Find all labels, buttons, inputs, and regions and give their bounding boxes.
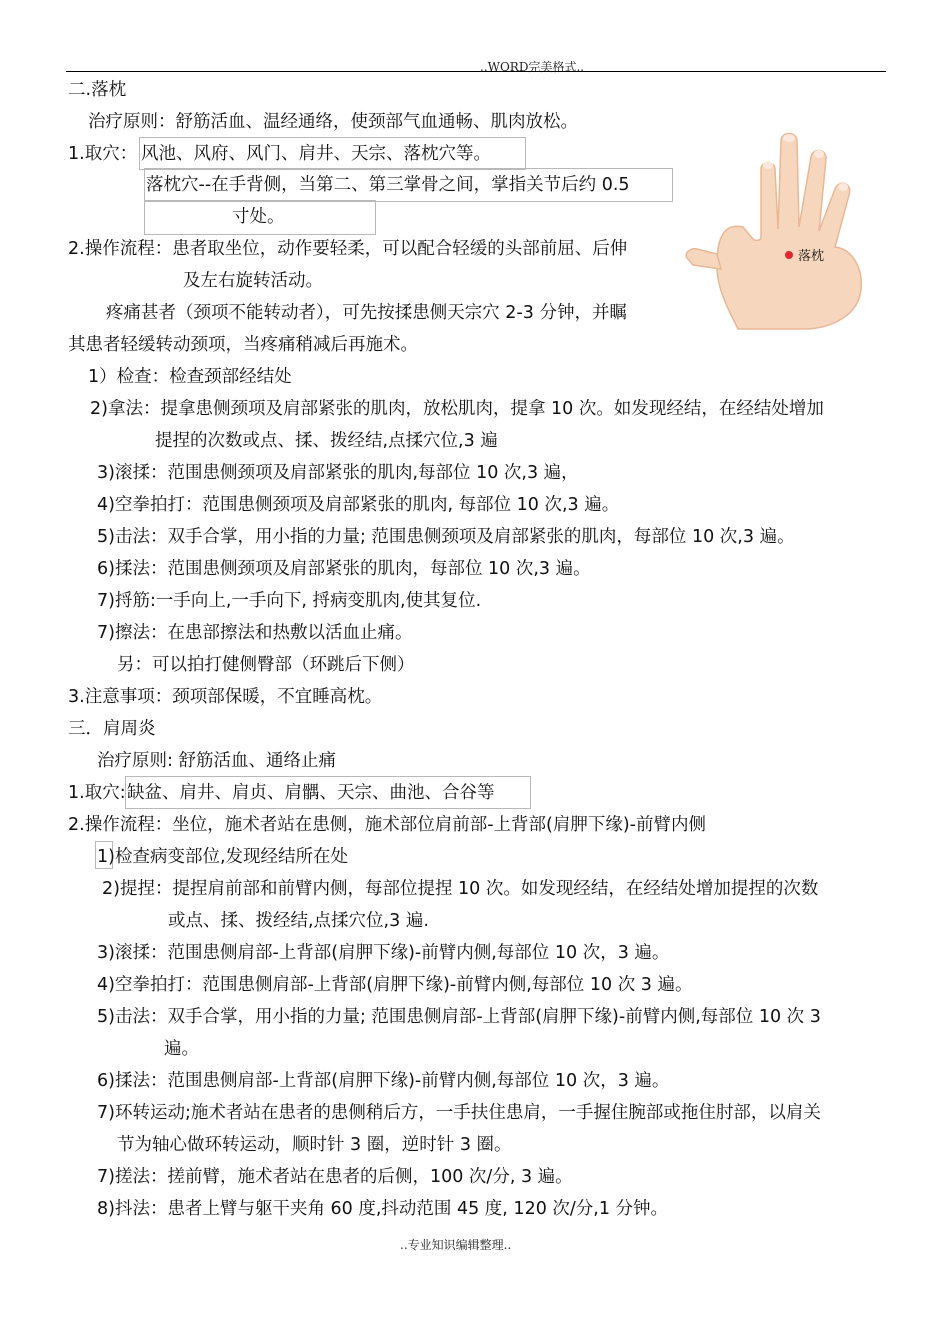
step-grasp: 2)拿法：提拿患侧颈项及肩部紧张的肌肉，放松肌肉，提拿 10 次。如发现经结，在经结处增加 bbox=[90, 399, 824, 419]
shoulder-step-1-num: 1) bbox=[97, 847, 115, 867]
step-tendon: 7)捋筋:一手向上,一手向下, 捋病变肌肉,使其复位. bbox=[97, 591, 482, 611]
shoulder-step-pat: 4)空拳拍打：范围患侧肩部-上背部(肩胛下缘)-前臂内侧,每部位 10 次 3 遍。 bbox=[97, 975, 693, 995]
section-title-shoulder: 三．肩周炎 bbox=[68, 719, 156, 739]
page-header: ..WORD完美格式.. bbox=[480, 60, 585, 74]
luozhen-point-desc-2: 寸处。 bbox=[232, 207, 285, 227]
shoulder-step-rub: 7)搓法：搓前臂，施术者站在患者的后侧，100 次/分, 3 遍。 bbox=[97, 1167, 573, 1187]
section-title-luozhen: 二.落枕 bbox=[68, 80, 127, 100]
shoulder-step-roll: 3)滚揉：范围患侧肩部-上背部(肩胛下缘)-前臂内侧,每部位 10 次，3 遍。 bbox=[97, 943, 670, 963]
step-knead: 6)揉法：范围患侧颈项及肩部紧张的肌肉，每部位 10 次,3 遍。 bbox=[97, 559, 591, 579]
step-rub: 7)擦法：在患部擦法和热敷以活血止痛。 bbox=[97, 623, 413, 643]
acupoint-list: 风池、风府、风门、肩井、天宗、落枕穴等。 bbox=[141, 144, 491, 164]
step-pat: 4)空拳拍打：范围患侧颈项及肩部紧张的肌肉, 每部位 10 次,3 遍。 bbox=[97, 495, 620, 515]
shoulder-acupoint-label: 1.取穴: bbox=[68, 783, 126, 803]
acupoint-label: 1.取穴： bbox=[68, 144, 138, 164]
page-footer: ..专业知识编辑整理.. bbox=[400, 1238, 512, 1252]
precautions: 3.注意事项：颈项部保暖，不宜睡高枕。 bbox=[68, 687, 383, 707]
shoulder-step-strike: 5)击法：双手合掌，用小指的力量; 范围患侧肩部-上背部(肩胛下缘)-前臂内侧,每部位 10 次 3 bbox=[97, 1007, 821, 1027]
shoulder-acupoint-list: 缺盆、肩井、肩贞、肩髃、天宗、曲池、合谷等 bbox=[127, 783, 495, 803]
header-rule bbox=[66, 71, 886, 72]
shoulder-step-pinch-2: 或点、揉、拨经结,点揉穴位,3 遍. bbox=[168, 911, 429, 931]
shoulder-step-shake: 8)抖法：患者上臂与躯干夹角 60 度,抖动范围 45 度, 120 次/分,1 分钟。 bbox=[97, 1199, 669, 1219]
step-grasp-2: 提捏的次数或点、揉、拨经结,点揉穴位,3 遍 bbox=[155, 431, 498, 451]
shoulder-step-strike-2: 遍。 bbox=[164, 1039, 199, 1059]
step-roll: 3)滚揉：范围患侧颈项及肩部紧张的肌肉,每部位 10 次,3 遍， bbox=[97, 463, 579, 483]
shoulder-principle: 治疗原则: 舒筋活血、通络止痛 bbox=[97, 751, 336, 771]
luozhen-point bbox=[785, 251, 793, 259]
shoulder-step-rotate-2: 节为轴心做环转运动，顺时针 3 圈，逆时针 3 圈。 bbox=[117, 1135, 512, 1155]
luozhen-label: 落枕 bbox=[798, 249, 825, 264]
treatment-principle: 治疗原则：舒筋活血、温经通络，使颈部气血通畅、肌肉放松。 bbox=[88, 112, 578, 132]
hand-acupoint-figure bbox=[683, 129, 863, 331]
severe-pain-note-2: 其患者轻缓转动颈项，当疼痛稍减后再施术。 bbox=[68, 335, 418, 355]
procedure-intro: 2.操作流程：患者取坐位，动作要轻柔，可以配合轻缓的头部前屈、后伸 bbox=[68, 239, 628, 259]
shoulder-step-knead: 6)揉法：范围患侧肩部-上背部(肩胛下缘)-前臂内侧,每部位 10 次，3 遍。 bbox=[97, 1071, 670, 1091]
shoulder-step-pinch: 2)提捏：提捏肩前部和前臂内侧，每部位提捏 10 次。如发现经结，在经结处增加提捏的次数 bbox=[102, 879, 819, 899]
additional-note: 另：可以拍打健侧臀部（环跳后下侧） bbox=[117, 655, 415, 675]
shoulder-procedure: 2.操作流程：坐位，施术者站在患侧，施术部位肩前部-上背部(肩胛下缘)-前臂内侧 bbox=[68, 815, 706, 835]
shoulder-step-rotate: 7)环转运动;施术者站在患者的患侧稍后方，一手扶住患肩，一手握住腕部或拖住肘部，以肩关 bbox=[97, 1103, 821, 1123]
severe-pain-note: 疼痛甚者（颈项不能转动者），可先按揉患侧天宗穴 2-3 分钟，并瞩 bbox=[106, 303, 627, 323]
procedure-intro-2: 及左右旋转活动。 bbox=[183, 271, 323, 291]
step-check: 1）检查：检查颈部经结处 bbox=[88, 367, 292, 387]
shoulder-step-check: 检查病变部位,发现经结所在处 bbox=[115, 847, 349, 867]
luozhen-point-desc: 落枕穴--在手背侧，当第二、第三掌骨之间，掌指关节后约 0.5 bbox=[146, 175, 630, 195]
step-strike: 5)击法：双手合掌，用小指的力量; 范围患侧颈项及肩部紧张的肌肉，每部位 10 次,3 遍。 bbox=[97, 527, 795, 547]
hand-illustration bbox=[686, 134, 861, 330]
